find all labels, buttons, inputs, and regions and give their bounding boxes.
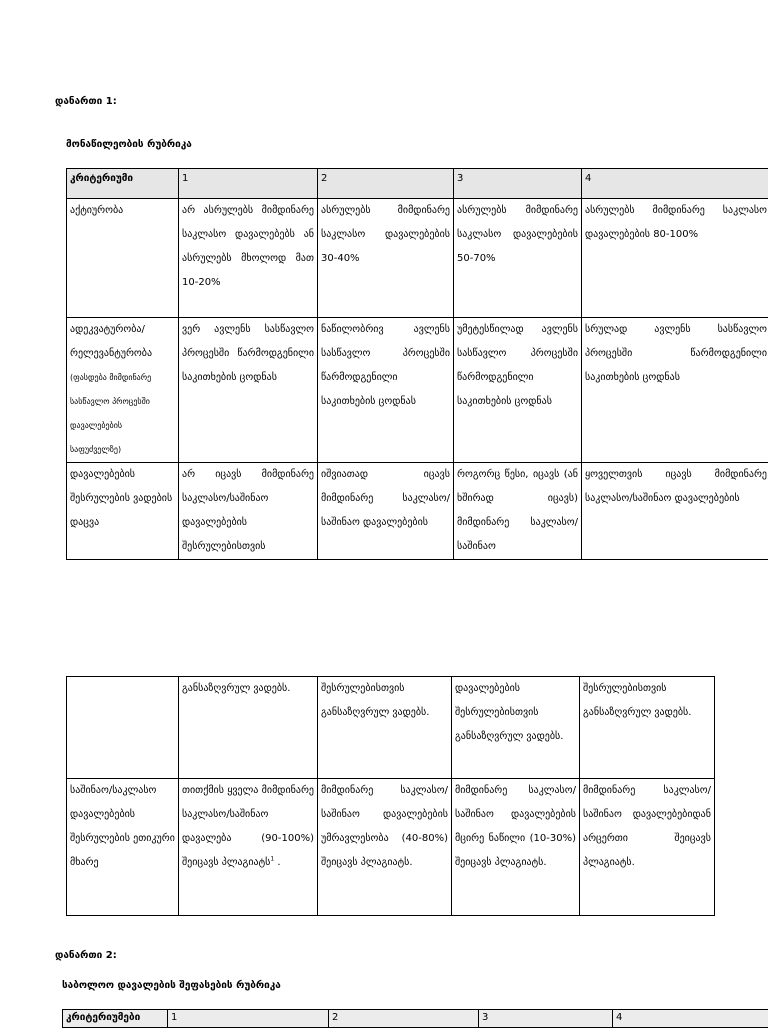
header-score-4: 4 xyxy=(613,1010,768,1028)
score-1-cell: არ ასრულებს მიმდინარე საკლასო დავალებებს ან ასრულებს მხოლოდ მათ 10-20% xyxy=(179,199,318,318)
score-3-cell: უმეტესწილად ავლენს სასწავლო პროცესში წარმოდგენილი საკითხების ცოდნას xyxy=(454,318,582,463)
final-assignment-rubric-title: საბოლოო დავალების შეფასების რუბრიკა xyxy=(62,980,281,991)
score-3-cell: დავალებების შესრულებისთვის განსაზღვრულ ვადებს. xyxy=(452,677,580,779)
score-1-cell: ვერ ავლენს სასწავლო პროცესში წარმოდგენილი საკითხების ცოდნას xyxy=(179,318,318,463)
table-header-row xyxy=(67,169,768,199)
score-2-cell: ასრულებს მიმდინარე საკლასო დავალებების 30-40% xyxy=(318,199,454,318)
header-score-2: 2 xyxy=(318,169,454,199)
criterion-text: ადეკვატურობა/ რელევანტურობა xyxy=(70,324,152,359)
criterion-cell: საშინაო/საკლასო დავალებების შესრულების ეთიკური მხარე xyxy=(67,779,179,916)
table-row xyxy=(67,677,715,779)
table-row xyxy=(67,318,768,463)
header-score-1: 1 xyxy=(179,169,318,199)
score-1-cell xyxy=(179,779,318,916)
table-row xyxy=(67,779,715,916)
footnote-marker[interactable]: 1 xyxy=(270,856,274,863)
header-score-4: 4 xyxy=(582,169,768,199)
participation-rubric-table xyxy=(66,168,768,560)
final-assignment-rubric-table xyxy=(62,1009,768,1028)
header-score-1: 1 xyxy=(168,1010,329,1028)
annex-2-label: დანართი 2: xyxy=(55,950,117,961)
participation-rubric-title: მონაწილეობის რუბრიკა xyxy=(66,139,192,150)
header-criterion: კრიტერიუმი xyxy=(67,169,179,199)
score-2-cell: ნაწილობრივ ავლენს სასწავლო პროცესში წარმოდგენილი საკითხების ცოდნას xyxy=(318,318,454,463)
header-score-3: 3 xyxy=(454,169,582,199)
score-1-cell: არ იცავს მიმდინარე საკლასო/საშინაო დავალებების შესრულებისთვის xyxy=(179,463,318,560)
score-4-cell: შესრულებისთვის განსაზღვრულ ვადებს. xyxy=(580,677,715,779)
annex-1-label: დანართი 1: xyxy=(55,96,117,107)
criterion-cell: აქტიურობა xyxy=(67,199,179,318)
header-criteria: კრიტერიუმები xyxy=(63,1010,168,1028)
score-4-cell: ასრულებს მიმდინარე საკლასო დავალებების 80-100% xyxy=(582,199,768,318)
score-2-cell: მიმდინარე საკლასო/საშინაო დავალებების უმრავლესობა (40-80%) შეიცავს პლაგიატს. xyxy=(318,779,452,916)
participation-rubric-table-continued xyxy=(66,676,715,916)
score-1-cell: განსაზღვრულ ვადებს. xyxy=(179,677,318,779)
header-score-3: 3 xyxy=(479,1010,613,1028)
criterion-cell xyxy=(67,318,179,463)
score-1-text: თითქმის ყველა მიმდინარე საკლასო/საშინაო დავალება (90-100%) შეიცავს პლაგიატს xyxy=(182,785,314,868)
table-header-row xyxy=(63,1010,768,1028)
table-row xyxy=(67,463,768,560)
criterion-note: (ფასდება მიმდინარე სასწავლო პროცესში დავალებების საფუძველზე) xyxy=(70,373,151,454)
criterion-cell: დავალებების შესრულების ვადების დაცვა xyxy=(67,463,179,560)
score-3-cell: როგორც წესი, იცავს (ან ხშირად იცავს) მიმდინარე საკლასო/საშინაო xyxy=(454,463,582,560)
score-1-tail: . xyxy=(274,857,280,868)
score-3-cell: ასრულებს მიმდინარე საკლასო დავალებების 50-70% xyxy=(454,199,582,318)
criterion-cell xyxy=(67,677,179,779)
score-2-cell: იშვიათად იცავს მიმდინარე საკლასო/საშინაო დავალებების xyxy=(318,463,454,560)
score-3-cell: მიმდინარე საკლასო/საშინაო დავალებების მცირე ნაწილი (10-30%) შეიცავს პლაგიატს. xyxy=(452,779,580,916)
score-2-cell: შესრულებისთვის განსაზღვრულ ვადებს. xyxy=(318,677,452,779)
header-score-2: 2 xyxy=(329,1010,479,1028)
score-4-cell: სრულად ავლენს სასწავლო პროცესში წარმოდგენილი საკითხების ცოდნას xyxy=(582,318,768,463)
score-4-cell: ყოველთვის იცავს მიმდინარე საკლასო/საშინაო დავალებების xyxy=(582,463,768,560)
score-4-cell: მიმდინარე საკლასო/საშინაო დავალებებიდან არცერთი შეიცავს პლაგიატს. xyxy=(580,779,715,916)
table-row xyxy=(67,199,768,318)
